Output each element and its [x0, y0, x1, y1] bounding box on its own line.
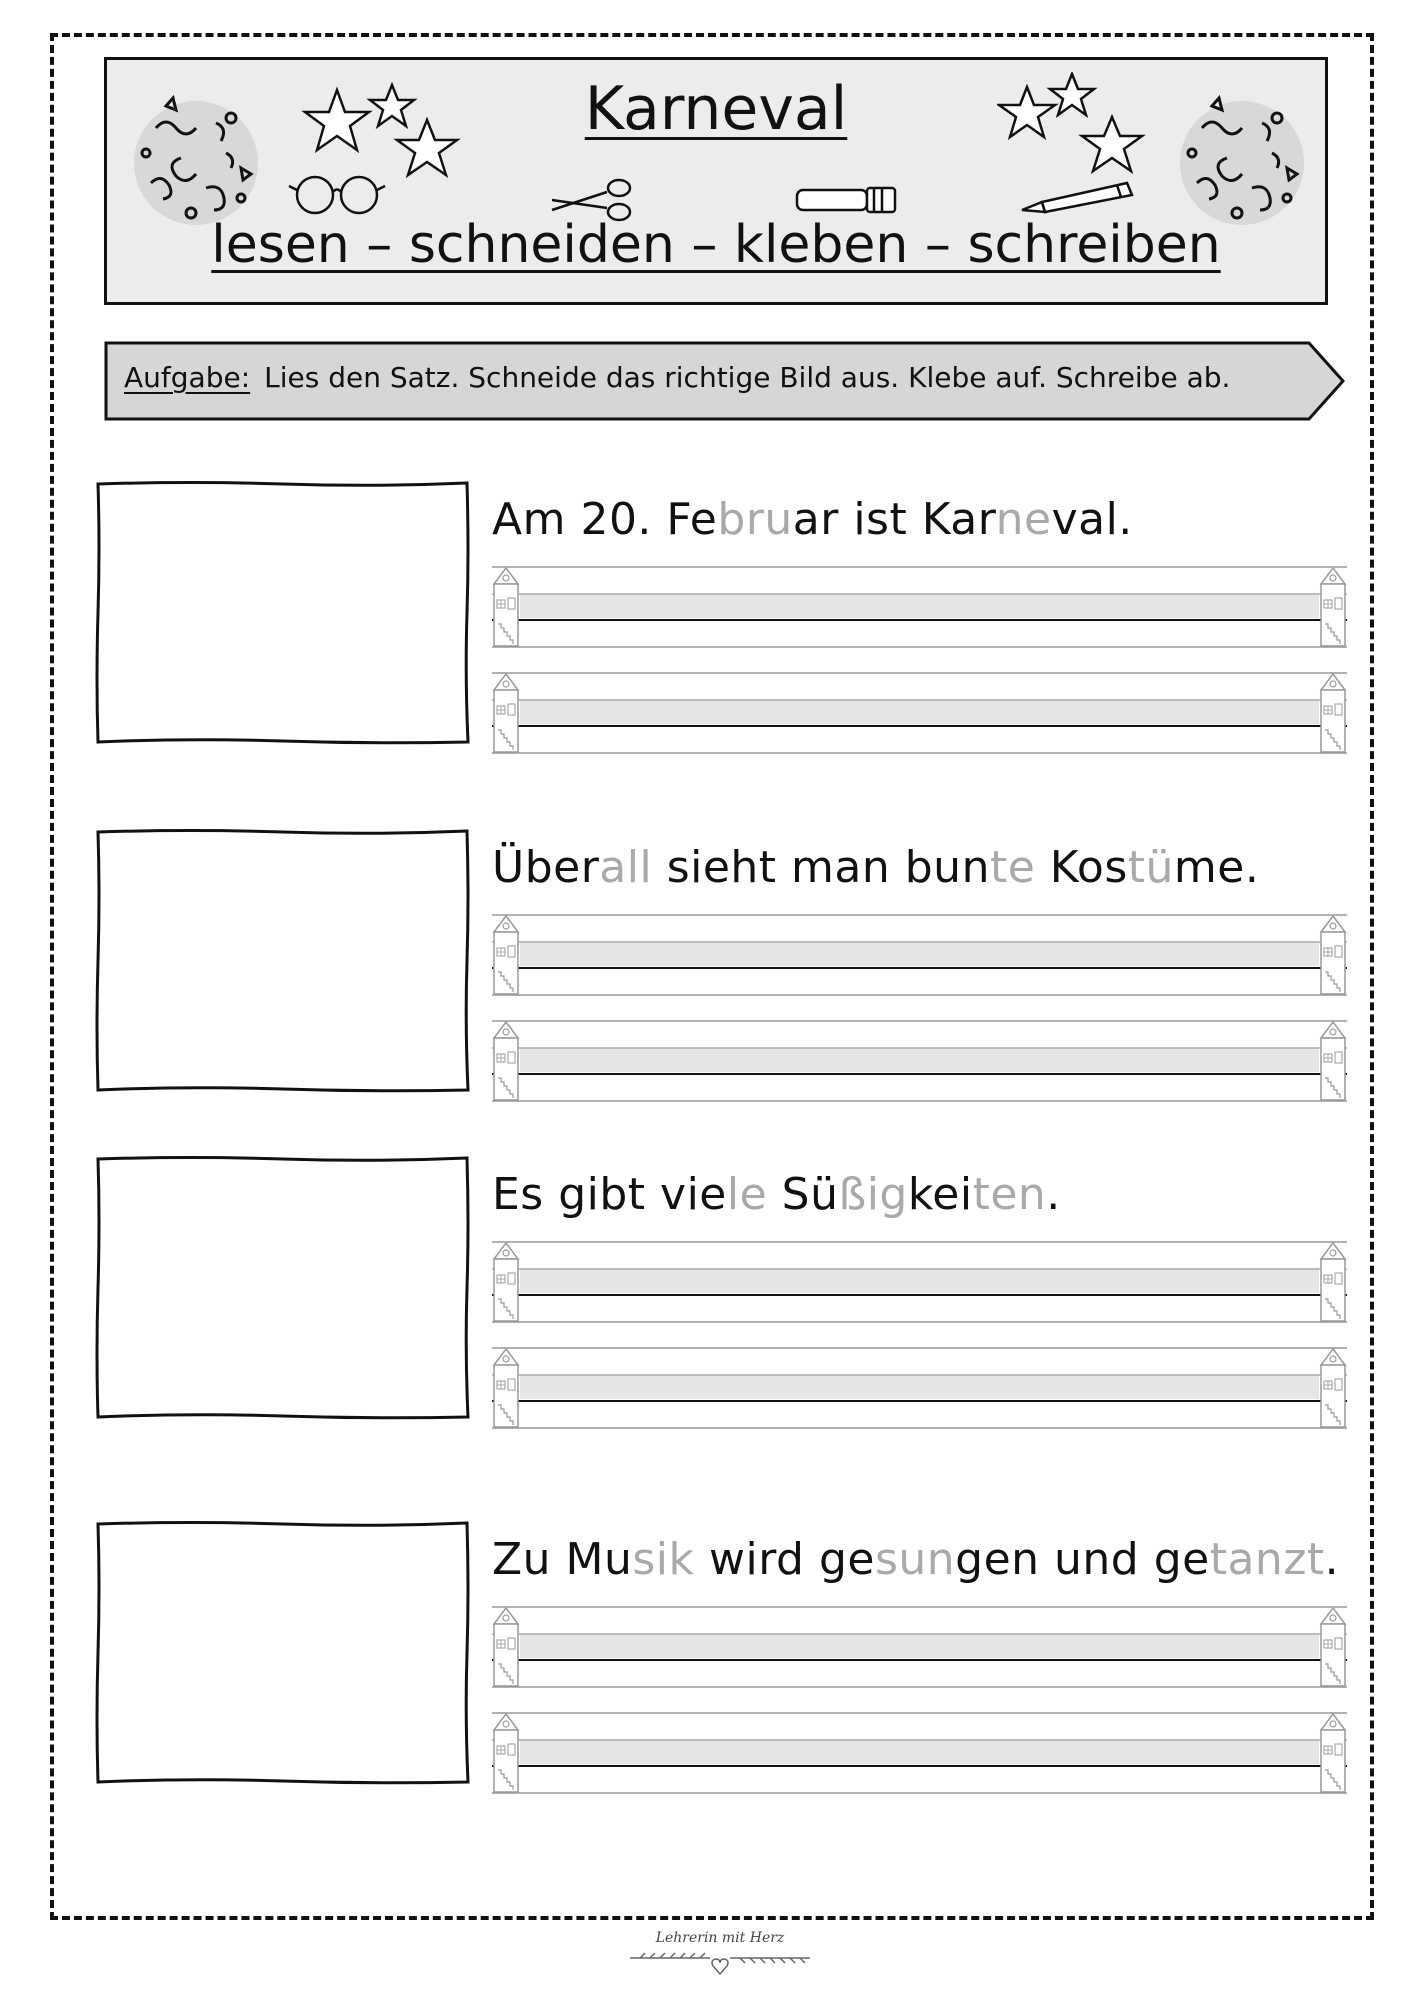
image-paste-box: [95, 1155, 470, 1420]
house-icon: [494, 1608, 518, 1686]
exercise-row: [0, 480, 1414, 760]
image-paste-box: [95, 828, 470, 1093]
writing-lines[interactable]: [492, 1606, 1347, 1689]
task-instruction: Lies den Satz. Schneide das richtige Bild aus. Klebe auf. Schreibe ab.: [264, 361, 1231, 394]
writing-lines[interactable]: [492, 914, 1347, 997]
exercise-sentence: [492, 842, 1259, 893]
task-label: Aufgabe:: [124, 361, 251, 394]
house-icon: [1321, 1022, 1345, 1100]
house-icon: [1321, 1349, 1345, 1427]
footer-text: Lehrerin mit Herz: [655, 1930, 785, 1946]
sentence-text: .: [1324, 1534, 1340, 1585]
writing-lines[interactable]: [492, 1347, 1347, 1430]
highlighted-syllable: sik: [632, 1534, 695, 1585]
house-icon: [494, 1349, 518, 1427]
writing-lines[interactable]: [492, 672, 1347, 755]
glasses-icon: [287, 170, 387, 220]
sentence-text: .: [1046, 1169, 1061, 1220]
highlighted-syllable: sun: [874, 1534, 956, 1585]
highlighted-syllable: ne: [995, 494, 1052, 545]
house-icon: [1321, 1714, 1345, 1792]
exercise-sentence: [492, 494, 1133, 545]
page-subtitle: lesen – schneiden – kleben – schreiben: [211, 215, 1221, 275]
house-icon: [1321, 674, 1345, 752]
house-icon: [494, 1714, 518, 1792]
glue-stick-icon: [792, 180, 902, 220]
highlighted-syllable: tü: [1127, 842, 1174, 893]
writing-lines[interactable]: [492, 1020, 1347, 1103]
sentence-text: Zu Mu: [492, 1534, 633, 1585]
sentence-text: sieht man bun: [652, 842, 990, 893]
house-icon: [494, 1243, 518, 1321]
writing-lines[interactable]: [492, 1712, 1347, 1795]
writing-lines[interactable]: [492, 1241, 1347, 1324]
sentence-text: Über: [492, 842, 600, 893]
header-box: [104, 57, 1328, 305]
sentence-text: kei: [907, 1169, 973, 1220]
house-icon: [1321, 916, 1345, 994]
sentence-text: gen und ge: [955, 1534, 1210, 1585]
sentence-text: Sü: [767, 1169, 839, 1220]
sentence-text: Am 20. Fe: [492, 494, 718, 545]
page-title: Karneval: [584, 74, 848, 144]
highlighted-syllable: all: [599, 842, 653, 893]
exercise-sentence: [492, 1534, 1339, 1585]
sentence-text: wird ge: [694, 1534, 875, 1585]
highlighted-syllable: le: [726, 1169, 768, 1220]
highlighted-syllable: bru: [717, 494, 793, 545]
sentence-text: val.: [1051, 494, 1133, 545]
house-icon: [1321, 1608, 1345, 1686]
house-icon: [1321, 1243, 1345, 1321]
highlighted-syllable: ßig: [838, 1169, 908, 1220]
footer-logo: [600, 1930, 840, 1990]
sentence-text: Kos: [1035, 842, 1128, 893]
house-icon: [494, 674, 518, 752]
house-icon: [494, 916, 518, 994]
image-paste-box: [95, 1520, 470, 1785]
highlighted-syllable: te: [989, 842, 1036, 893]
heart-icon: [620, 1946, 820, 1982]
highlighted-syllable: ten: [972, 1169, 1047, 1220]
house-icon: [1321, 568, 1345, 646]
highlighted-syllable: tanzt: [1209, 1534, 1325, 1585]
image-paste-box: [95, 480, 470, 745]
sentence-text: Es gibt vie: [492, 1169, 727, 1220]
exercise-row: [0, 1155, 1414, 1435]
sentence-text: ar ist Kar: [792, 494, 996, 545]
house-icon: [494, 568, 518, 646]
house-icon: [494, 1022, 518, 1100]
exercise-row: [0, 1520, 1414, 1800]
writing-lines[interactable]: [492, 566, 1347, 649]
exercise-sentence: [492, 1169, 1061, 1220]
sentence-text: me.: [1173, 842, 1260, 893]
task-banner: [104, 341, 1345, 421]
exercise-row: [0, 828, 1414, 1108]
